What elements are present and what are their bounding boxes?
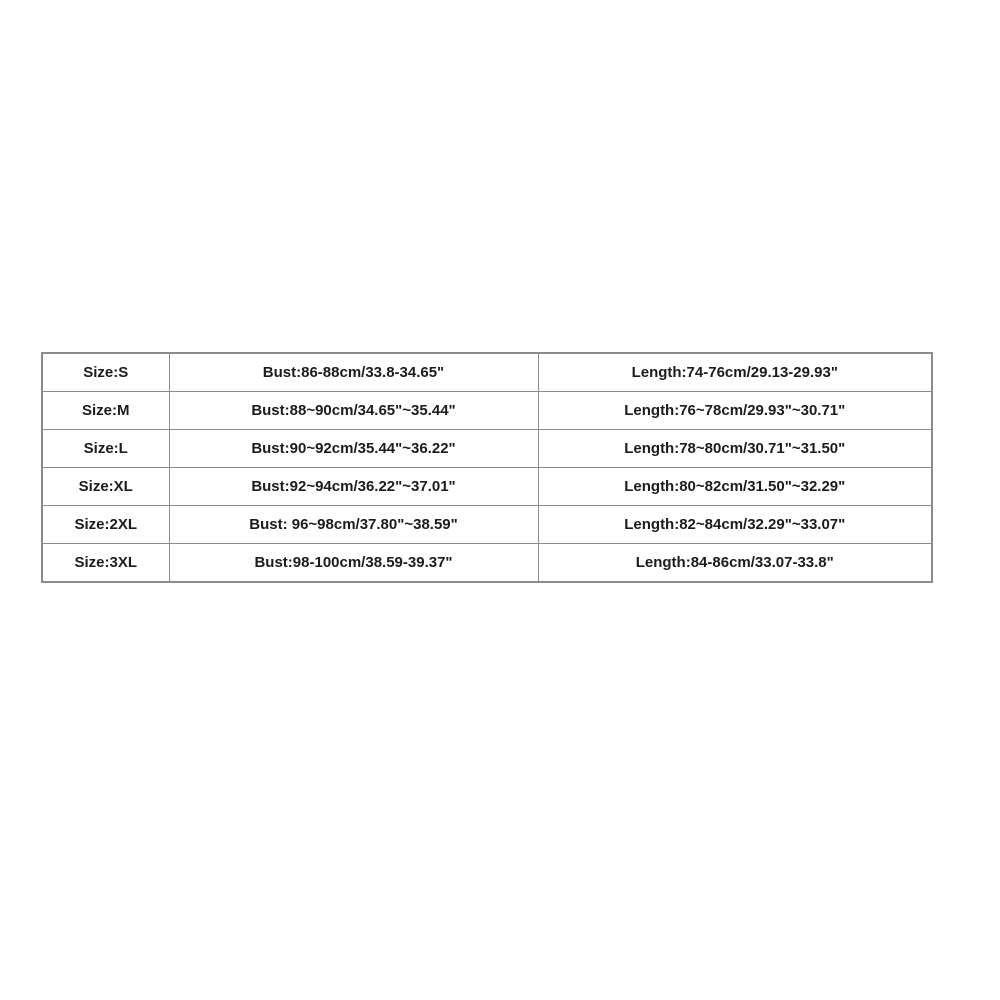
size-cell: Size:3XL (42, 544, 169, 583)
length-cell: Length:74-76cm/29.13-29.93" (538, 353, 932, 392)
size-cell: Size:L (42, 430, 169, 468)
bust-cell: Bust:86-88cm/33.8-34.65" (169, 353, 538, 392)
length-cell: Length:76~78cm/29.93"~30.71" (538, 392, 932, 430)
size-cell: Size:XL (42, 468, 169, 506)
size-chart-table (41, 352, 933, 583)
length-cell: Length:82~84cm/32.29"~33.07" (538, 506, 932, 544)
table-row-2xl (42, 506, 932, 544)
bust-cell: Bust: 96~98cm/37.80"~38.59" (169, 506, 538, 544)
length-cell: Length:84-86cm/33.07-33.8" (538, 544, 932, 583)
table-row-l (42, 430, 932, 468)
table-row-s (42, 353, 932, 392)
bust-cell: Bust:98-100cm/38.59-39.37" (169, 544, 538, 583)
bust-cell: Bust:90~92cm/35.44"~36.22" (169, 430, 538, 468)
table-row-m (42, 392, 932, 430)
size-cell: Size:S (42, 353, 169, 392)
size-cell: Size:2XL (42, 506, 169, 544)
bust-cell: Bust:92~94cm/36.22"~37.01" (169, 468, 538, 506)
bust-cell: Bust:88~90cm/34.65"~35.44" (169, 392, 538, 430)
table-row-3xl (42, 544, 932, 583)
size-cell: Size:M (42, 392, 169, 430)
table-row-xl (42, 468, 932, 506)
length-cell: Length:80~82cm/31.50"~32.29" (538, 468, 932, 506)
length-cell: Length:78~80cm/30.71"~31.50" (538, 430, 932, 468)
